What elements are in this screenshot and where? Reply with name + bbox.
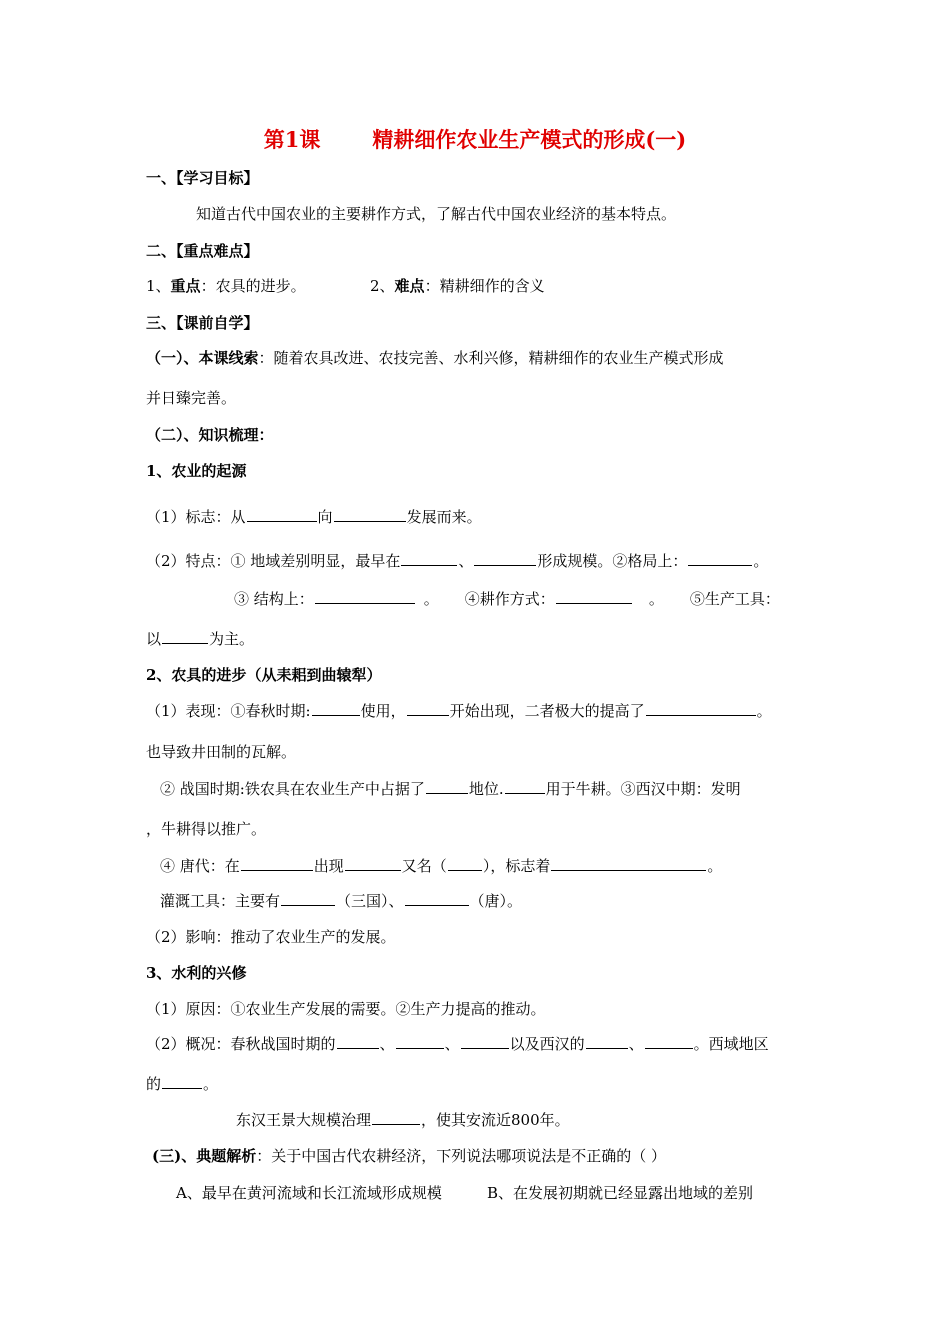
- tools-well-field-line: 也导致井田制的瓦解。: [146, 743, 297, 761]
- blank-field[interactable]: [315, 589, 415, 604]
- blank-field[interactable]: [281, 891, 335, 906]
- blank-field[interactable]: [505, 779, 545, 794]
- blank-field[interactable]: [551, 856, 706, 871]
- blank-field[interactable]: [405, 891, 469, 906]
- topic-heading-tools: 2、农具的进步（从耒耜到曲辕犁）: [146, 666, 382, 684]
- difficult-point-line: 2、难点：精耕细作的含义: [370, 277, 545, 295]
- origin-sign-line: （1）标志：从 向 发展而来。: [146, 508, 482, 526]
- water-reason-line: （1）原因：①农业生产发展的需要。②生产力提高的推动。: [146, 1000, 546, 1018]
- section-heading-key-points: 二、【重点难点】: [146, 242, 259, 260]
- water-western-line: 的 。: [146, 1075, 219, 1093]
- blank-field[interactable]: [337, 1034, 379, 1049]
- water-overview-line: （2）概况：春秋战国时期的 、 、 以及西汉的 、 。西域地区: [146, 1035, 769, 1053]
- key-point-line: 1、重点：农具的进步。: [146, 277, 306, 295]
- tools-impact-line: （2）影响：推动了农业生产的发展。: [146, 928, 396, 946]
- blank-field[interactable]: [645, 1034, 693, 1049]
- irrigation-tools-line: 灌溉工具：主要有 （三国）、 （唐）。: [160, 892, 523, 910]
- origin-structure-line: ③ 结构上： 。 ④耕作方式： 。 ⑤生产工具：: [234, 590, 780, 608]
- blank-field[interactable]: [401, 551, 457, 566]
- tools-ox-plough-line: ，牛耕得以推广。: [146, 820, 267, 838]
- objectives-text: 知道古代中国农业的主要耕作方式，了解古代中国农业经济的基本特点。: [196, 205, 677, 223]
- lesson-name: 精耕细作农业生产模式的形成(一): [372, 127, 687, 152]
- section-heading-self-study: 三、【课前自学】: [146, 314, 259, 332]
- blank-field[interactable]: [448, 856, 482, 871]
- blank-field[interactable]: [556, 589, 632, 604]
- tools-warring-states-line: ② 战国时期:铁农具在农业生产中占据了 地位. 用于牛耕。③西汉中期：发明: [160, 780, 741, 798]
- blank-field[interactable]: [162, 629, 208, 644]
- blank-field[interactable]: [334, 507, 406, 522]
- origin-tools-line: 以 为主。: [146, 630, 255, 648]
- tools-spring-autumn-line: （1）表现：①春秋时期: 使用， 开始出现，二者极大的提高了 。: [146, 702, 772, 720]
- example-option-a[interactable]: A、最早在黄河流域和长江流域形成规模: [176, 1184, 442, 1202]
- origin-features-line: （2）特点：① 地域差别明显，最早在 、 形成规模。②格局上： 。: [146, 552, 769, 570]
- blank-field[interactable]: [461, 1034, 509, 1049]
- knowledge-review-label: （二）、知识梳理：: [146, 426, 274, 444]
- example-question: (三)、典题解析：关于中国古代农耕经济，下列说法哪项说法是不正确的（ ）: [152, 1147, 666, 1165]
- section-heading-objectives: 一、【学习目标】: [146, 169, 259, 187]
- water-wangjing-line: 东汉王景大规模治理 ，使其安流近800年。: [236, 1111, 570, 1129]
- blank-field[interactable]: [372, 1110, 420, 1125]
- lesson-clue-continued: 并日臻完善。: [146, 389, 237, 407]
- blank-field[interactable]: [345, 856, 401, 871]
- lesson-clue-line: （一）、本课线索：随着农具改进、农技完善、水利兴修，精耕细作的农业生产模式形成: [146, 349, 724, 367]
- page-title: [0, 124, 950, 154]
- blank-field[interactable]: [426, 779, 468, 794]
- topic-heading-origin: 1、农业的起源: [146, 462, 247, 480]
- blank-field[interactable]: [241, 856, 313, 871]
- lesson-number: 第1课: [263, 127, 321, 152]
- topic-heading-water: 3、水利的兴修: [146, 964, 247, 982]
- example-option-b[interactable]: B、在发展初期就已经显露出地域的差别: [487, 1184, 754, 1202]
- blank-field[interactable]: [247, 507, 317, 522]
- blank-field[interactable]: [474, 551, 536, 566]
- blank-field[interactable]: [396, 1034, 444, 1049]
- blank-field[interactable]: [407, 701, 449, 716]
- tools-tang-line: ④ 唐代：在 出现 又名（ ），标志着 。: [160, 857, 723, 875]
- blank-field[interactable]: [586, 1034, 628, 1049]
- blank-field[interactable]: [688, 551, 752, 566]
- blank-field[interactable]: [162, 1074, 202, 1089]
- blank-field[interactable]: [312, 701, 360, 716]
- blank-field[interactable]: [646, 701, 756, 716]
